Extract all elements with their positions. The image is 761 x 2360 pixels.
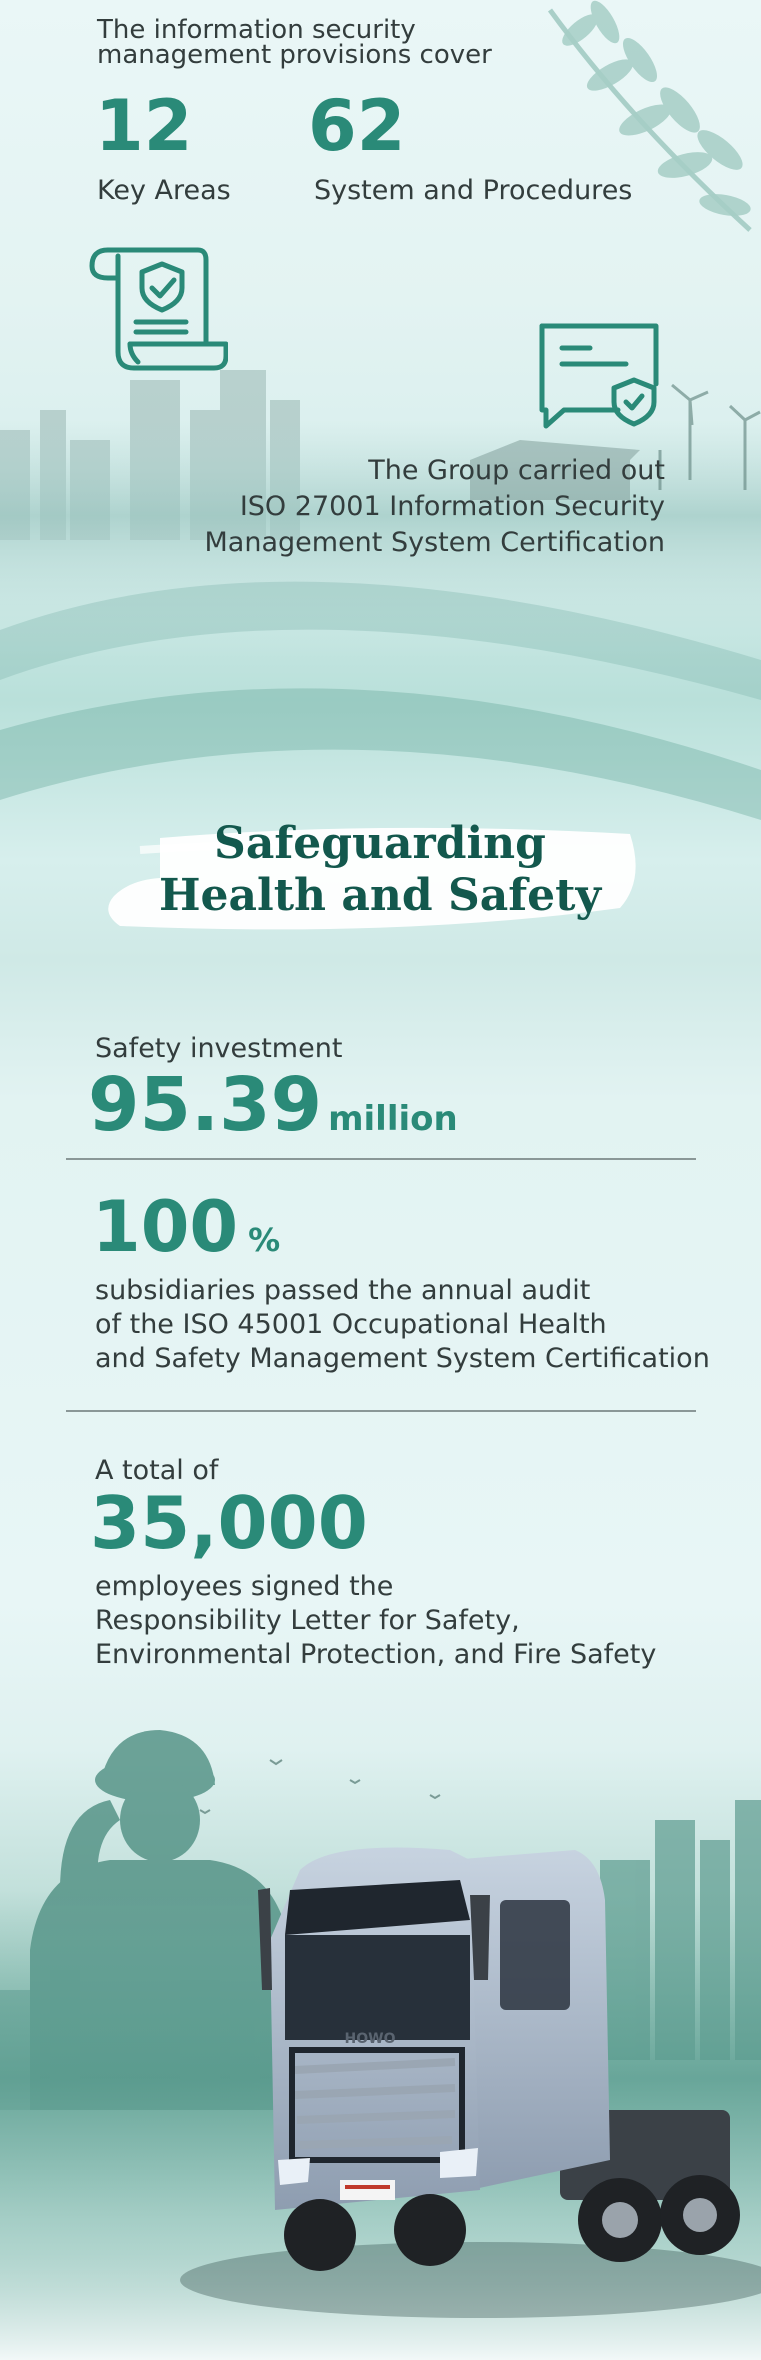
iso45001-unit: % (248, 1221, 281, 1259)
divider-1 (66, 1158, 696, 1160)
employees-line-3: Environmental Protection, and Fire Safety (95, 1639, 657, 1670)
stat-key-areas-label: Key Areas (97, 175, 231, 206)
employees-value: 35,000 (90, 1481, 368, 1565)
section-title (110, 818, 650, 922)
divider-2 (66, 1410, 696, 1412)
cert-line-1: The Group carried out (368, 455, 665, 486)
iso45001-line-1: subsidiaries passed the annual audit (95, 1275, 591, 1306)
stat-key-areas-value: 12 (95, 85, 193, 167)
infosec-intro: The information security management provisions cover (97, 15, 492, 70)
certificate-scroll-icon (86, 244, 228, 374)
safety-investment-label: Safety investment (95, 1033, 343, 1064)
iso45001-value: 100 (92, 1186, 239, 1268)
employees-line-2: Responsibility Letter for Safety, (95, 1605, 520, 1636)
iso45001-line-2: of the ISO 45001 Occupational Health (95, 1309, 607, 1340)
safety-investment-unit: million (328, 1099, 458, 1139)
bottom-scene (0, 1690, 761, 2360)
iso45001-stat (92, 1184, 280, 1270)
chat-shield-icon (538, 322, 660, 430)
section-title-line-2: Health and Safety (158, 870, 602, 921)
employees-line-1: employees signed the (95, 1571, 394, 1602)
employees-label: A total of (95, 1455, 219, 1486)
section-title-line-1: Safeguarding (214, 818, 546, 869)
truck-brand-text: HOWO (344, 2031, 396, 2047)
stat-procedures-label: System and Procedures (314, 175, 633, 206)
safety-investment-stat (88, 1062, 458, 1148)
stat-procedures-value: 62 (308, 85, 406, 167)
iso45001-line-3: and Safety Management System Certification (95, 1343, 710, 1374)
safety-investment-value: 95.39 (88, 1062, 323, 1148)
cert-line-3: Management System Certification (204, 527, 665, 558)
cert-line-2: ISO 27001 Information Security (239, 491, 665, 522)
